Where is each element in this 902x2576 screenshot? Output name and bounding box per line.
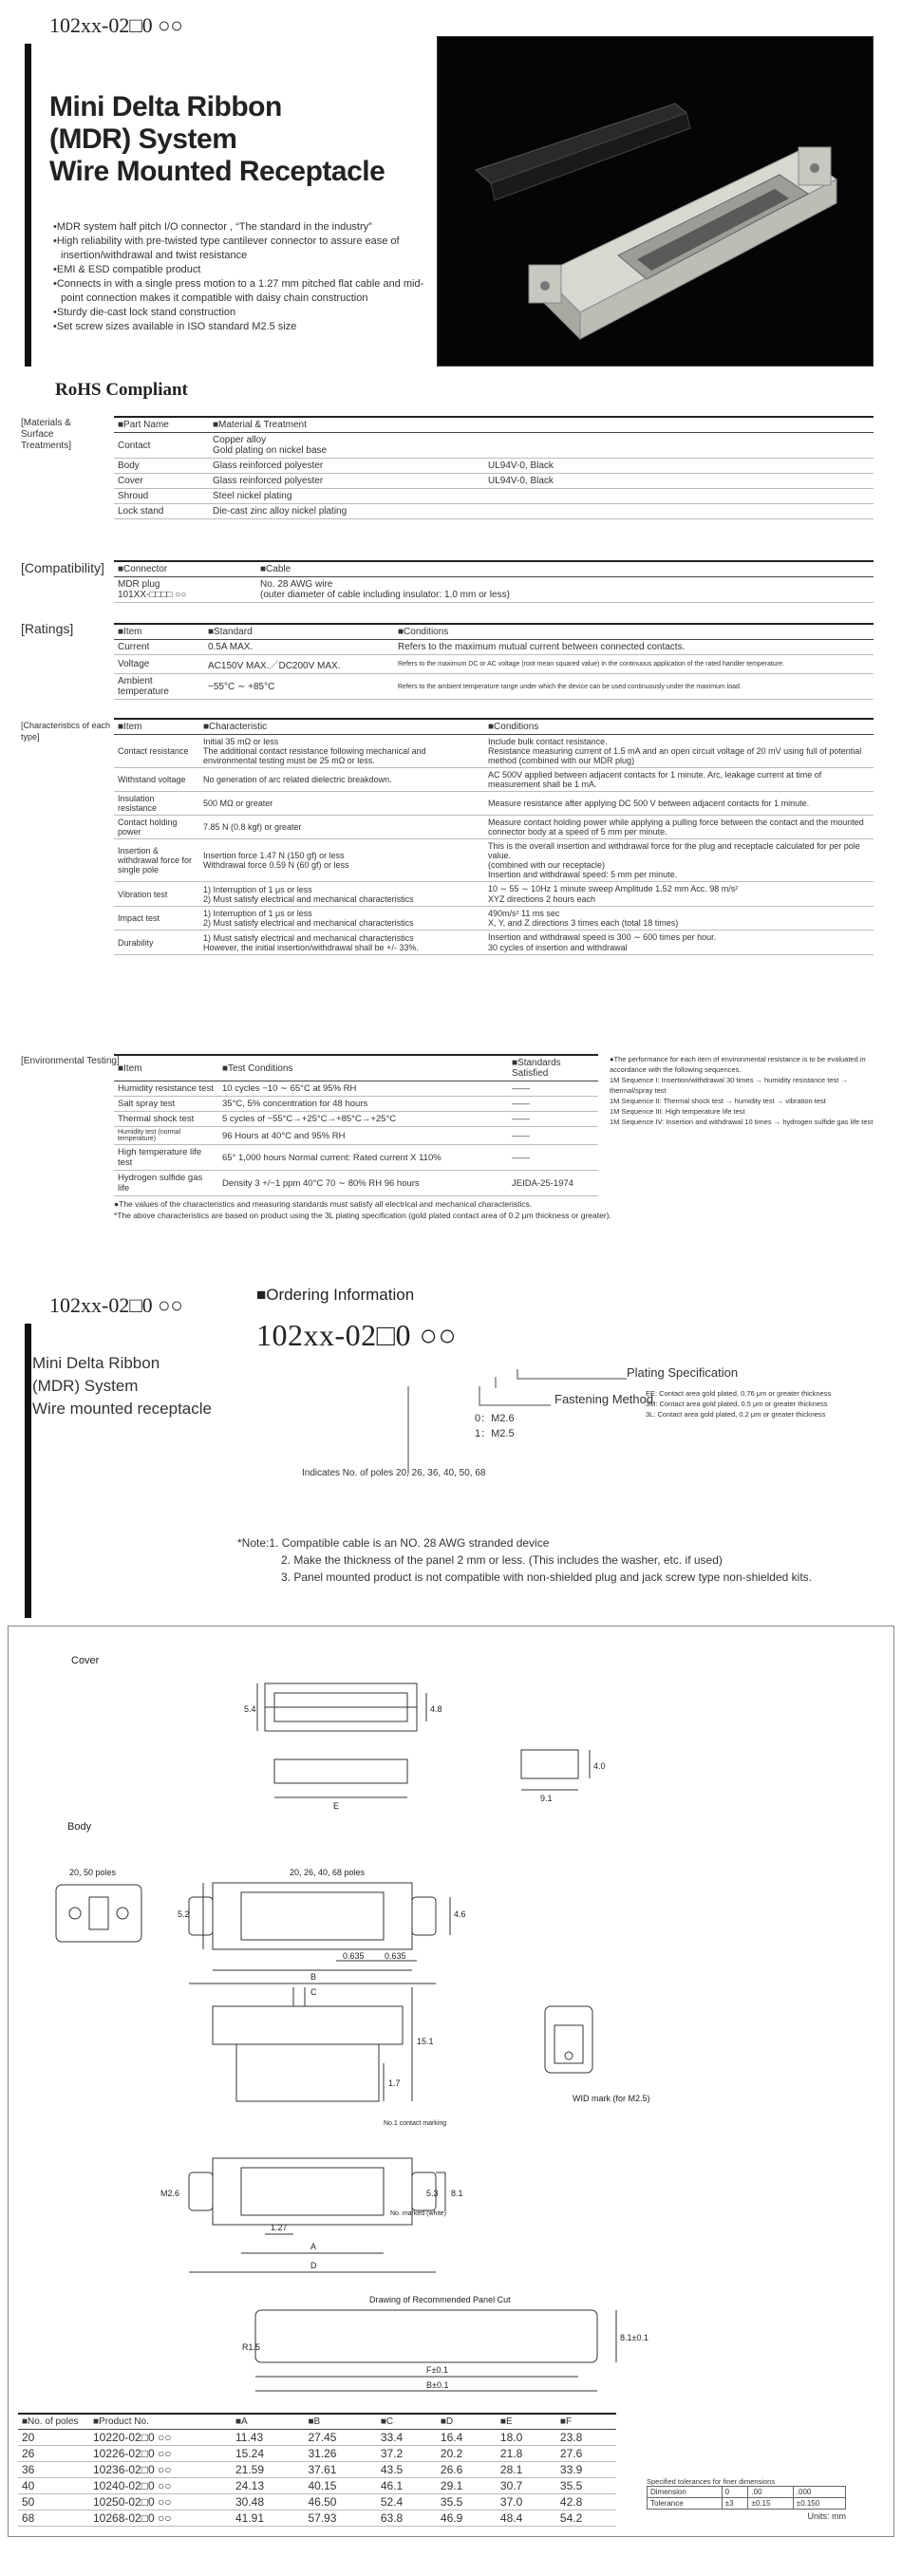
cell: Insulation resistance <box>114 792 199 816</box>
bullet-item: •MDR system half pitch I/O connector , “The standard in the industry” <box>53 221 372 233</box>
col-header: ■Material & Treatment <box>209 417 484 433</box>
cell: 54.2 <box>556 2510 616 2526</box>
materials-section-label: [Materials & Surface Treatments] <box>21 418 71 451</box>
col-header: ■Product No. <box>89 2414 232 2429</box>
dim-0-635a: 0.635 <box>343 1951 365 1961</box>
cell: MDR plug 101XX-□□□□ ○○ <box>114 577 256 603</box>
bullet-item: •High reliability with pre-twisted type cantilever connector to assure ease of insertion/withdrawal and twist resistance <box>53 235 400 261</box>
table-row <box>114 1145 598 1171</box>
cell: Measure contact holding power while applying a pulling force between the contact and the mounted connector body at a speed of 5 mm per minute. <box>484 816 874 839</box>
environmental-side-note <box>610 1054 885 1127</box>
cell: Salt spray test <box>114 1097 218 1112</box>
cell: 35.5 <box>437 2493 497 2510</box>
side-note-line: 1M Sequence IV: Insertion and withdrawal 10 times → hydrogen sulfide gas life test <box>610 1118 874 1126</box>
title-line-2: (MDR) System <box>32 1377 139 1395</box>
cell: 68 <box>18 2510 89 2526</box>
cell: Density 3 +/−1 ppm 40°C 70 ∼ 80% RH 96 hours <box>218 1171 508 1196</box>
title-line-3: Wire Mounted Receptacle <box>49 156 385 187</box>
table-row <box>114 433 874 459</box>
cell: Cover <box>114 474 209 489</box>
cell: Withstand voltage <box>114 768 199 792</box>
side-note-line: 1M Sequence III: High temperature life test <box>610 1107 745 1116</box>
fastening-method-title: Fastening Method <box>554 1392 654 1406</box>
cell: 24.13 <box>232 2477 304 2493</box>
col-header: ■C <box>377 2414 437 2429</box>
cell: 41.91 <box>232 2510 304 2526</box>
cell: JEIDA-25-1974 <box>508 1171 598 1196</box>
cell: Glass reinforced polyester <box>209 459 484 474</box>
cell: 21.8 <box>497 2445 556 2461</box>
connector-illustration <box>438 37 873 366</box>
cell: Hydrogen sulfide gas life <box>114 1171 218 1196</box>
cell: —— <box>508 1097 598 1112</box>
cell: 65° 1,000 hours Normal current: Rated current X 110% <box>218 1145 508 1171</box>
cell: 26.6 <box>437 2461 497 2477</box>
col-header: ■Connector <box>114 561 256 577</box>
ratings-section-label: [Ratings] <box>21 621 74 636</box>
table-row <box>114 674 874 700</box>
characteristics-section-label: [Characteristics of each type] <box>21 721 111 742</box>
cell: Durability <box>114 931 199 955</box>
cell: Humidity test (normal temperature) <box>114 1127 218 1145</box>
cell: 10220-02□0 ○○ <box>89 2429 232 2445</box>
col-header: ■Standards Satisfied <box>508 1055 598 1081</box>
cell: 500 MΩ or greater <box>199 792 484 816</box>
characteristics-table <box>114 718 874 955</box>
col-header: ■Characteristic <box>199 719 484 735</box>
ordering-notes <box>237 1534 826 1586</box>
dim-5-4: 5.4 <box>244 1704 256 1714</box>
cell <box>484 504 874 519</box>
col-header: ■Conditions <box>484 719 874 735</box>
ratings-table-wrap <box>114 623 874 700</box>
col-header: ■Standard <box>204 624 394 640</box>
cell: 0.5A MAX. <box>204 640 394 655</box>
page2-sidebar-bar <box>25 1324 31 1618</box>
table-row <box>18 2429 616 2445</box>
cell: Die-cast zinc alloy nickel plating <box>209 504 484 519</box>
plating-item: EE: Contact area gold plated, 0.76 μm or greater thickness <box>646 1389 832 1398</box>
polarity-mark-label: No. marked (white) <box>390 2210 447 2217</box>
cell: 33.4 <box>377 2429 437 2445</box>
materials-table <box>114 416 874 519</box>
fastening-item: 1：M2.5 <box>475 1428 515 1439</box>
col-header: ■D <box>437 2414 497 2429</box>
cell: 35.5 <box>556 2477 616 2493</box>
table-row <box>114 768 874 792</box>
title-line-2: (MDR) System <box>49 123 237 155</box>
cell: 10 cycles −10 ∼ 65°C at 95% RH <box>218 1081 508 1097</box>
dim-1-27: 1.27 <box>271 2223 288 2232</box>
cell: 63.8 <box>377 2510 437 2526</box>
table-row <box>114 459 874 474</box>
no1-mark-label: No.1 contact marking <box>384 2120 447 2127</box>
cell: Insertion & withdrawal force for single pole <box>114 839 199 882</box>
cover-label: Cover <box>71 1655 100 1666</box>
materials-table-wrap <box>114 416 874 519</box>
cell <box>484 433 874 459</box>
cell: 1) Interruption of 1 μs or less 2) Must satisfy electrical and mechanical characteristics <box>199 907 484 931</box>
cell: Tolerance <box>648 2498 723 2510</box>
col-header: ■Item <box>114 624 204 640</box>
cell: .00 <box>748 2487 793 2498</box>
cell: 10250-02□0 ○○ <box>89 2493 232 2510</box>
label-C: C <box>310 1987 317 1997</box>
foot-note-line: ●The values of the characteristics and measuring standards must satisfy all electrical and mechanical characteristics. <box>114 1199 533 1209</box>
col-header <box>484 417 874 433</box>
cell: 33.9 <box>556 2461 616 2477</box>
col-header: ■Test Conditions <box>218 1055 508 1081</box>
foot-note-line: *The above characteristics are based on product using the 3L plating specification (gold plated contact area of 0.2 μm thickness or greater). <box>114 1211 611 1220</box>
col-header: ■Item <box>114 719 199 735</box>
compat-section-label: [Compatibility] <box>21 560 104 575</box>
cell: Steel nickel plating <box>209 489 484 504</box>
dimension-drawing <box>9 1626 893 2536</box>
dim-r1-5: R1.5 <box>242 2342 261 2352</box>
col-header: ■Item <box>114 1055 218 1081</box>
col-header: ■Conditions <box>394 624 874 640</box>
plating-item: 3M: Contact area gold plated, 0.5 μm or greater thickness <box>646 1400 828 1408</box>
cell: 31.26 <box>304 2445 376 2461</box>
cell: Impact test <box>114 907 199 931</box>
label-D: D <box>310 2261 317 2270</box>
bullet-item: •EMI & ESD compatible product <box>53 264 201 275</box>
dim-0-635b: 0.635 <box>385 1951 406 1961</box>
dim-9-1: 9.1 <box>540 1794 553 1803</box>
bullet-item: •Set screw sizes available in ISO standard M2.5 size <box>53 321 297 332</box>
cell: 30.48 <box>232 2493 304 2510</box>
cell: 490m/s² 11 ms sec X, Y, and Z directions 3 times each (total 18 times) <box>484 907 874 931</box>
cell: 16.4 <box>437 2429 497 2445</box>
tolerance-table <box>647 2486 846 2510</box>
cell: −55°C ∼ +85°C <box>204 674 394 700</box>
cell: 1) Must satisfy electrical and mechanical characteristics However, the initial insertion/withdrawal shall be +/- 33%. <box>199 931 484 955</box>
table-row <box>18 2493 616 2510</box>
plating-item: 3L: Contact area gold plated, 0.2 μm or greater thickness <box>646 1410 826 1419</box>
ratings-table <box>114 623 874 700</box>
cell: Lock stand <box>114 504 209 519</box>
col-header: ■E <box>497 2414 556 2429</box>
cell: 10226-02□0 ○○ <box>89 2445 232 2461</box>
cell: Contact <box>114 433 209 459</box>
cell: 29.1 <box>437 2477 497 2493</box>
environmental-foot-notes <box>114 1198 874 1221</box>
col-header: ■A <box>232 2414 304 2429</box>
cell: Thermal shock test <box>114 1112 218 1127</box>
dim-m2-6: M2.6 <box>160 2189 180 2198</box>
cell: Ambient temperature <box>114 674 204 700</box>
cell: 37.61 <box>304 2461 376 2477</box>
dim-8-1-tol: 8.1±0.1 <box>620 2333 648 2342</box>
label-B: B <box>310 1972 317 1982</box>
dim-8-1: 8.1 <box>451 2189 463 2198</box>
cell: 20 <box>18 2429 89 2445</box>
product-photo <box>437 36 874 367</box>
table-row <box>114 504 874 519</box>
cell: Voltage <box>114 655 204 674</box>
cell: —— <box>508 1112 598 1127</box>
cell: 27.45 <box>304 2429 376 2445</box>
compat-table <box>114 560 874 603</box>
table-row <box>114 474 874 489</box>
cell: 46.9 <box>437 2510 497 2526</box>
cell: AC150V MAX.／DC200V MAX. <box>204 655 394 674</box>
table-row <box>114 655 874 674</box>
cell: 27.6 <box>556 2445 616 2461</box>
table-row <box>114 792 874 816</box>
dim-4-8: 4.8 <box>430 1704 442 1714</box>
cell <box>484 489 874 504</box>
table-row <box>114 489 874 504</box>
note-line: 2. Make the thickness of the panel 2 mm or less. (This includes the washer, etc. if used) <box>281 1553 723 1567</box>
cell: Refers to the maximum DC or AC voltage (root mean squared value) in the continuous application of the rated handler temperature. <box>394 655 874 674</box>
tolerance-title: Specified tolerances for finer dimensions <box>647 2477 776 2486</box>
cell: 48.4 <box>497 2510 556 2526</box>
table-row <box>114 735 874 768</box>
table-row <box>114 882 874 907</box>
title-line-1: Mini Delta Ribbon <box>32 1354 160 1372</box>
label-B-tol: B±0.1 <box>426 2380 449 2390</box>
note-line: 3. Panel mounted product is not compatible with non-shielded plug and jack screw type non-shielded kits. <box>281 1570 812 1584</box>
table-row <box>18 2461 616 2477</box>
cell: UL94V-0, Black <box>484 459 874 474</box>
cell: Initial 35 mΩ or less The additional contact resistance following mechanical and environmental testing must be 25 mΩ or less. <box>199 735 484 768</box>
col-header: ■Part Name <box>114 417 209 433</box>
poles-indicator: Indicates No. of poles 20, 26, 36, 40, 50, 68 <box>302 1468 486 1478</box>
ordering-code: 102xx-02□0 ○○ <box>256 1318 458 1352</box>
cell: 30.7 <box>497 2477 556 2493</box>
cell: 5 cycles of −55°C→+25°C→+85°C→+25°C <box>218 1112 508 1127</box>
page1-sidebar-bar <box>25 44 31 367</box>
col-header: ■B <box>304 2414 376 2429</box>
cell: Refers to the ambient temperature range under which the device can be used continuously under the maximum load. <box>394 674 874 700</box>
cell: Insertion and withdrawal speed is 300 ∼ 600 times per hour. 30 cycles of insertion and withdrawal <box>484 931 874 955</box>
cell: Refers to the maximum mutual current between connected contacts. <box>394 640 874 655</box>
dim-1-7: 1.7 <box>388 2078 401 2088</box>
cell: 37.0 <box>497 2493 556 2510</box>
table-row <box>114 907 874 931</box>
cell: Humidity resistance test <box>114 1081 218 1097</box>
ordering-leader-lines <box>256 1348 883 1538</box>
fastening-item: 0：M2.6 <box>475 1413 515 1424</box>
col-header: ■F <box>556 2414 616 2429</box>
side-note-line: 1M Sequence I: Insertion/withdrawal 30 times → humidity resistance test → thermal/spray test <box>610 1076 848 1095</box>
table-row <box>18 2477 616 2493</box>
cell: Shroud <box>114 489 209 504</box>
col-header: ■No. of poles <box>18 2414 89 2429</box>
bullet-item: •Connects in with a single press motion to a 1.27 mm pitched flat cable and mid-point connection makes it compatible with daisy chain construction <box>53 278 424 304</box>
title-line-1: Mini Delta Ribbon <box>49 91 282 122</box>
cell: 40.15 <box>304 2477 376 2493</box>
cell: —— <box>508 1145 598 1171</box>
cell: Contact holding power <box>114 816 199 839</box>
cell: AC 500V applied between adjacent contacts for 1 minute. Arc, leakage current at time of measurement shall be 1 mA. <box>484 768 874 792</box>
ordering-info-title: ■Ordering Information <box>256 1286 415 1304</box>
cell: High temperature life test <box>114 1145 218 1171</box>
dim-5-2: 5.2 <box>178 1909 190 1919</box>
title-line-3: Wire mounted receptacle <box>32 1400 212 1418</box>
cell: 10240-02□0 ○○ <box>89 2477 232 2493</box>
side-note-line: 1M Sequence II: Thermal shock test → humidity test → vibration test <box>610 1097 826 1105</box>
table-row <box>18 2510 616 2526</box>
cell: Include bulk contact resistance. Resistance measuring current of 1.5 mA and an open circuit voltage of 20 mV using full of potential method (combined with our MDR plug) <box>484 735 874 768</box>
plating-spec-title: Plating Specification <box>627 1365 739 1380</box>
cell: 20.2 <box>437 2445 497 2461</box>
label-E: E <box>333 1801 340 1811</box>
characteristics-table-wrap <box>114 718 874 955</box>
bullet-item: •Sturdy die-cast lock stand construction <box>53 307 236 318</box>
dim-4-0: 4.0 <box>593 1761 606 1771</box>
table-row <box>114 1081 598 1097</box>
cell: 40 <box>18 2477 89 2493</box>
wid-mark-label: WID mark (for M2.5) <box>573 2094 650 2103</box>
cell: Glass reinforced polyester <box>209 474 484 489</box>
table-row <box>114 931 874 955</box>
dim-15-1: 15.1 <box>417 2037 434 2046</box>
cell: No. 28 AWG wire (outer diameter of cable including insulator: 1.0 mm or less) <box>256 577 874 603</box>
cell: No generation of arc related dielectric breakdown. <box>199 768 484 792</box>
cell: 26 <box>18 2445 89 2461</box>
cell: 37.2 <box>377 2445 437 2461</box>
note-line: *Note:1. Compatible cable is an NO. 28 AWG stranded device <box>237 1536 550 1550</box>
cell: 23.8 <box>556 2429 616 2445</box>
cell: 11.43 <box>232 2429 304 2445</box>
cell: ±0.150 <box>793 2498 845 2510</box>
cell: Measure resistance after applying DC 500 V between adjacent contacts for 1 minute. <box>484 792 874 816</box>
cell: Dimension <box>648 2487 723 2498</box>
cell: —— <box>508 1127 598 1145</box>
dimension-table-wrap <box>18 2413 616 2527</box>
plating-spec-list <box>646 1388 831 1420</box>
cell: UL94V-0, Black <box>484 474 874 489</box>
cell: 1) Interruption of 1 μs or less 2) Must satisfy electrical and mechanical characteristics <box>199 882 484 907</box>
page2-title <box>32 1352 212 1420</box>
cell: 57.93 <box>304 2510 376 2526</box>
cell: 50 <box>18 2493 89 2510</box>
cell: 0 <box>722 2487 748 2498</box>
cell: .000 <box>793 2487 845 2498</box>
table-row <box>18 2445 616 2461</box>
units-label: Units: mm <box>807 2511 846 2521</box>
cell: 10236-02□0 ○○ <box>89 2461 232 2477</box>
col-header: ■Cable <box>256 561 874 577</box>
cell: —— <box>508 1081 598 1097</box>
table-row <box>114 1171 598 1196</box>
feature-bullets <box>53 220 433 334</box>
dim-5-3: 5.3 <box>426 2189 439 2198</box>
poles-b-label: 20, 26, 40, 68 poles <box>290 1868 366 1877</box>
dimension-table <box>18 2413 616 2527</box>
cell: Copper alloy Gold plating on nickel base <box>209 433 484 459</box>
cell: Current <box>114 640 204 655</box>
fastening-method-list <box>475 1411 515 1441</box>
side-note-line: ●The performance for each item of environmental resistance is to be evaluated in accordance with the following sequences. <box>610 1055 866 1074</box>
label-A: A <box>310 2242 317 2251</box>
environmental-table <box>114 1054 598 1196</box>
table-row <box>114 1097 598 1112</box>
rohs-compliant-label: RoHS Compliant <box>55 380 188 400</box>
environmental-section-label: [Environmental Testing] <box>21 1056 120 1066</box>
cell: Contact resistance <box>114 735 199 768</box>
cell: 21.59 <box>232 2461 304 2477</box>
cell: This is the overall insertion and withdrawal force for the plug and receptacle calculated for per pole value. (combined with our receptacle) Insertion and withdrawal speed: 5 mm per minute. <box>484 839 874 882</box>
cell: 52.4 <box>377 2493 437 2510</box>
cell: ±3 <box>722 2498 748 2510</box>
cell: 96 Hours at 40°C and 95% RH <box>218 1127 508 1145</box>
cell: 42.8 <box>556 2493 616 2510</box>
page1-title <box>49 91 410 188</box>
cell: 35°C, 5% concentration for 48 hours <box>218 1097 508 1112</box>
page1-product-code: 102xx-02□0 ○○ <box>49 13 183 37</box>
poles-a-label: 20, 50 poles <box>69 1868 117 1877</box>
page2-product-code: 102xx-02□0 ○○ <box>49 1293 183 1317</box>
cell: 18.0 <box>497 2429 556 2445</box>
technical-drawing-frame <box>8 1626 894 2537</box>
cell: Insertion force 1.47 N (150 gf) or less Withdrawal force 0.59 N (60 gf) or less <box>199 839 484 882</box>
environmental-table-wrap <box>114 1054 598 1196</box>
body-label: Body <box>67 1821 92 1833</box>
tolerance-box <box>647 2477 846 2521</box>
cell: 43.5 <box>377 2461 437 2477</box>
label-F: F±0.1 <box>426 2365 448 2375</box>
cell: 28.1 <box>497 2461 556 2477</box>
cell: 10268-02□0 ○○ <box>89 2510 232 2526</box>
cell: ±0.15 <box>748 2498 793 2510</box>
cell: 36 <box>18 2461 89 2477</box>
table-row <box>114 1127 598 1145</box>
cell: 10 ∼ 55 ∼ 10Hz 1 minute sweep Amplitude 1.52 mm Acc. 98 m/s² XYZ directions 2 hours each <box>484 882 874 907</box>
dim-4-6: 4.6 <box>454 1909 466 1919</box>
cell: 7.85 N (0.8 kgf) or greater <box>199 816 484 839</box>
table-row <box>114 640 874 655</box>
panel-cut-title: Drawing of Recommended Panel Cut <box>369 2295 511 2304</box>
compat-table-wrap <box>114 560 874 603</box>
table-row <box>114 816 874 839</box>
cell: Vibration test <box>114 882 199 907</box>
cell: 46.50 <box>304 2493 376 2510</box>
cell: 15.24 <box>232 2445 304 2461</box>
cell: 46.1 <box>377 2477 437 2493</box>
table-row <box>114 839 874 882</box>
cell: Body <box>114 459 209 474</box>
table-row <box>114 577 874 603</box>
table-row <box>114 1112 598 1127</box>
